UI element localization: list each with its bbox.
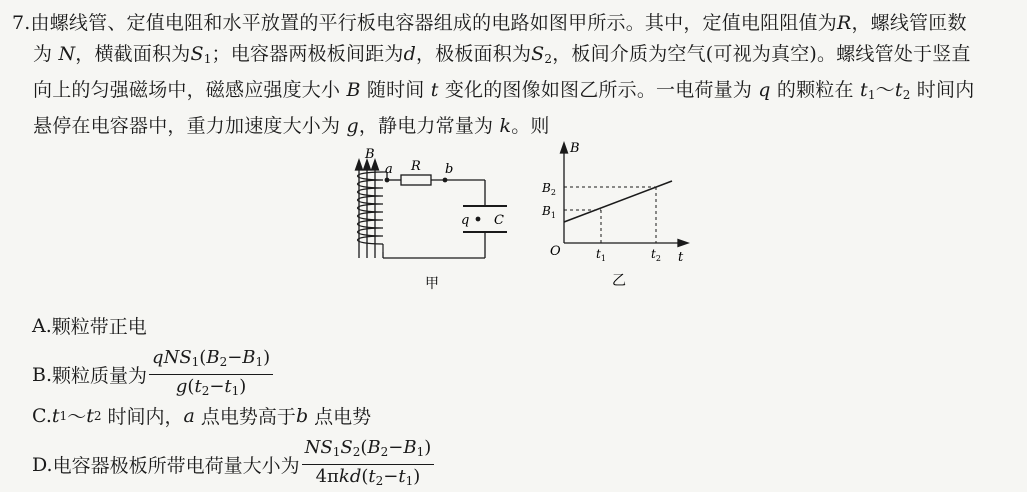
tick-t2: $t_2$ [651, 247, 661, 263]
figure-jia-circuit [345, 140, 515, 300]
resistor-R [401, 175, 431, 185]
particle-q-label: q [461, 213, 470, 228]
resistor-label: R [411, 159, 421, 174]
capacitor-C-label: C [494, 213, 504, 228]
b-t-graph [540, 135, 700, 295]
wires [383, 172, 485, 258]
dashed-guides [564, 187, 656, 243]
axes [561, 143, 689, 247]
x-axis-label: t [678, 250, 684, 265]
option-d-numerator: $NS_1S_2(B_2-B_1)$ [302, 437, 435, 465]
option-b-denominator: $g(t_2-t_1)$ [175, 376, 247, 398]
origin-label: O [550, 244, 561, 259]
figure-yi-graph [540, 135, 700, 295]
tick-t1: $t_1$ [596, 247, 606, 263]
stem-line-4: 悬停在电容器中，重力加速度大小为 g，静电力常量为 k。则 [33, 115, 550, 137]
node-a-label: a [385, 162, 393, 177]
particle-dot [476, 217, 481, 222]
figure-caption-jia: 甲 [425, 276, 439, 292]
tick-B1: $B_1$ [542, 204, 556, 220]
node-b [443, 178, 448, 183]
figure-caption-yi: 乙 [612, 273, 626, 289]
stem-line-3: 向上的匀强磁场中，磁感应强度大小 B 随时间 t 变化的图像如图乙所示。一电荷量为 q 的颗粒在 $t_1\sim t_2$ 时间内 [33, 79, 975, 102]
option-b: B. 颗粒质量为 $\frac{qNS_1(B_2-B_1)}{g(t_2-t_1)}$ [32, 347, 273, 402]
field-label-B: B [365, 147, 375, 162]
stem-line-1: 7.由螺线管、定值电阻和水平放置的平行板电容器组成的电路如图甲所示。其中，定值电阻阻值为R，螺线管匝数 [12, 12, 967, 34]
solenoid [358, 172, 388, 252]
y-axis-label: B [570, 141, 580, 156]
question-stem [12, 8, 1017, 142]
option-d-fraction [302, 437, 435, 492]
option-b-numerator: $qNS_1(B_2-B_1)$ [149, 347, 273, 375]
option-c: C. t 1 ～ t 2 时间内， a 点电势高于 b 点电势 [32, 404, 372, 428]
node-b-label: b [445, 162, 454, 177]
tick-B2: $B_2$ [542, 181, 556, 197]
option-b-fraction [149, 347, 273, 402]
option-a: A. 颗粒带正电 [32, 314, 147, 338]
circuit-diagram [345, 140, 515, 300]
node-a [385, 178, 390, 183]
option-d-denominator: $4\pi kd(t_2-t_1)$ [315, 466, 421, 488]
stem-line-2: 为 N，横截面积为$S_1$；电容器两极板间距为d，极板面积为$S_2$，板间介质为空气(可视为真空)。螺线管处于竖直 [33, 43, 971, 66]
option-d: D. 电容器极板所带电荷量大小为 $\frac{NS_1S_2(B_2-B_1)}{4\pi kd(t_2-t_1)}$ [32, 437, 434, 492]
